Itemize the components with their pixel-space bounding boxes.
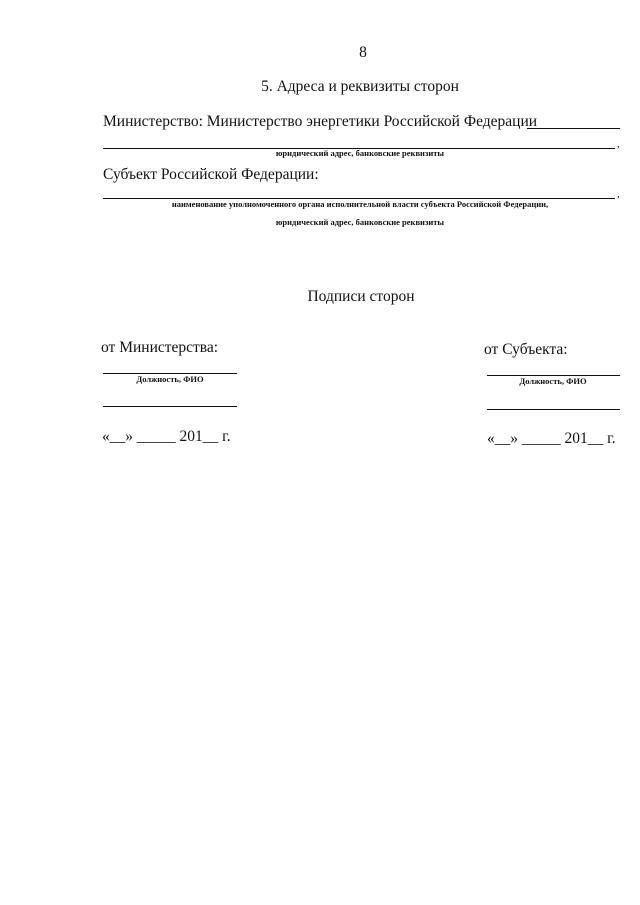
subject-signature-heading: от Субъекта: [484, 341, 568, 358]
subject-line-comma: , [617, 188, 620, 200]
subject-position-caption: Должность, ФИО [519, 376, 587, 386]
subject-signature-date: «__» _____ 201__ г. [487, 430, 616, 447]
page-number: 8 [359, 44, 367, 61]
ministry-label: Министерство: Министерство энергетики Российской Федерации [103, 113, 538, 130]
ministry-address-caption: юридический адрес, банковские реквизиты [275, 148, 445, 158]
section-title: 5. Адреса и реквизиты сторон [261, 78, 459, 95]
signatures-title: Подписи сторон [307, 288, 415, 305]
subject-caption-authority: наименование уполномоченного органа исполнительной власти субъекта Российской Федерации, [171, 199, 549, 209]
subject-signature-line [487, 409, 620, 410]
subject-label: Субъект Российской Федерации: [103, 166, 319, 183]
ministry-name-blank-line [527, 128, 620, 129]
ministry-position-caption: Должность, ФИО [136, 374, 204, 384]
subject-caption-address: юридический адрес, банковские реквизиты [275, 217, 445, 227]
ministry-signature-date: «__» _____ 201__ г. [102, 428, 231, 445]
ministry-signature-heading: от Министерства: [101, 339, 219, 356]
ministry-line-comma: , [617, 138, 620, 150]
ministry-signature-line [103, 406, 237, 407]
